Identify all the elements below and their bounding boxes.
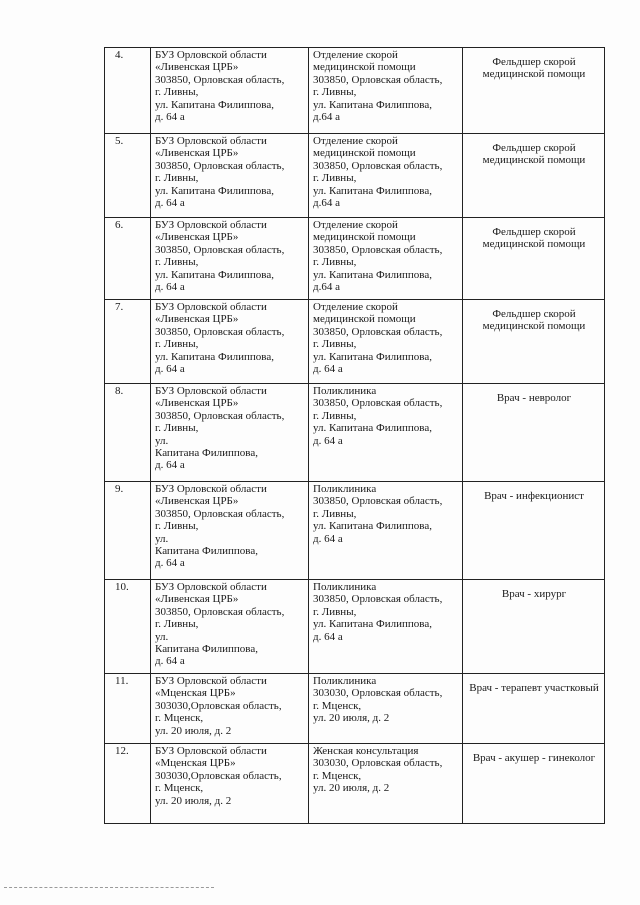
org-cell-line: г. Ливны, [155,422,199,435]
table-row [105,300,605,384]
department-cell [309,744,463,824]
department-cell-line: Отделение скорой [313,49,398,61]
department-cell-line: Отделение скорой [313,301,398,313]
org-cell-line: БУЗ Орловской области [155,301,267,313]
position-cell-line: Врач - невролог [496,392,572,404]
org-cell-line: БУЗ Орловской области [155,49,267,61]
department-cell-line: г. Ливны, [313,86,357,99]
department-cell [309,482,463,580]
row-number: 7. [105,300,151,384]
org-cell-line: г. Ливны, [155,338,199,351]
position-cell-line: Фельдшер скорой [492,226,576,238]
org-cell-line: БУЗ Орловской области [155,745,267,757]
table-row [105,48,605,134]
department-cell-line: д.64 а [313,111,340,124]
org-cell-line: ул. [155,434,169,447]
org-cell-line: г. Ливны, [155,256,199,269]
org-cell-line: г. Ливны, [155,172,199,185]
department-cell-line: Поликлиника [313,385,377,397]
org-cell-line: ул. [155,532,169,545]
org-cell-line: «Ливенская ЦРБ» [155,593,239,606]
row-number: 5. [105,134,151,218]
department-cell-line: Женская консультация [313,745,419,757]
position-cell-line: Врач - акушер - гинеколог [472,752,596,764]
position-cell [463,744,605,824]
org-cell-line: ул. Капитана Филиппова, [155,268,274,281]
org-cell-line: 303850, Орловская область, [155,605,285,618]
position-cell [463,134,605,218]
table-body [105,48,605,824]
position-cell-line: Фельдшер скорой [492,308,576,320]
org-cell-line: г. Ливны, [155,618,199,631]
org-cell-line: 303850, Орловская область, [155,159,285,172]
department-cell-line: медицинской помощи [313,61,416,74]
department-cell-line: ул. Капитана Филиппова, [313,184,432,197]
position-cell-line: медицинской помощи [482,154,586,167]
org-cell-line: д. 64 а [155,655,185,668]
org-cell [151,744,309,824]
department-cell-line: 303030, Орловская область, [313,687,443,700]
department-cell-line: д. 64 а [313,630,343,643]
org-cell-line: 303850, Орловская область, [155,325,285,338]
org-cell-line: д. 64 а [155,459,185,472]
org-cell-line: «Мценская ЦРБ» [155,687,236,700]
position-cell [463,674,605,744]
org-cell-line: 303850, Орловская область, [155,243,285,256]
position-cell-line: Врач - терапевт участковый [469,682,599,694]
org-cell-line: БУЗ Орловской области [155,675,267,687]
position-cell-line: медицинской помощи [482,320,586,333]
department-cell [309,300,463,384]
department-cell-line: ул. Капитана Филиппова, [313,350,432,363]
org-cell-line: 303850, Орловская область, [155,409,285,422]
org-cell-line: БУЗ Орловской области [155,581,267,593]
department-cell-line: Поликлиника [313,675,377,687]
department-cell [309,580,463,674]
org-cell-line: БУЗ Орловской области [155,385,267,397]
department-cell [309,134,463,218]
department-cell-line: 303850, Орловская область, [313,243,443,256]
row-number: 8. [105,384,151,482]
org-cell-line: ул. 20 июля, д. 2 [155,794,232,807]
department-cell-line: 303850, Орловская область, [313,159,443,172]
org-cell-line: «Ливенская ЦРБ» [155,231,239,244]
position-cell [463,482,605,580]
org-cell-line: «Ливенская ЦРБ» [155,397,239,410]
department-cell-line: медицинской помощи [313,313,416,326]
department-cell-line: Поликлиника [313,581,377,593]
row-number: 10. [105,580,151,674]
department-cell-line: ул. Капитана Филиппова, [313,618,432,631]
org-cell-line: Капитана Филиппова, [155,447,258,460]
org-cell-line: «Мценская ЦРБ» [155,757,236,770]
department-cell-line: г. Ливны, [313,507,357,520]
org-cell-line: д. 64 а [155,281,185,294]
position-cell [463,48,605,134]
institutions-table [104,47,605,824]
position-cell-line: медицинской помощи [482,68,586,81]
table-row [105,134,605,218]
row-number: 11. [105,674,151,744]
org-cell-line: ул. Капитана Филиппова, [155,184,274,197]
position-cell-line: Врач - хирург [501,588,567,600]
org-cell [151,482,309,580]
department-cell [309,218,463,300]
department-cell-line: 303850, Орловская область, [313,593,443,606]
department-cell-line: 303850, Орловская область, [313,397,443,410]
row-number: 6. [105,218,151,300]
department-cell [309,674,463,744]
department-cell-line: медицинской помощи [313,147,416,160]
org-cell-line: 303850, Орловская область, [155,73,285,86]
org-cell-line: д. 64 а [155,111,185,124]
org-cell-line: д. 64 а [155,363,185,376]
org-cell-line: 303030,Орловская область, [155,699,282,712]
org-cell-line: г. Мценск, [155,712,204,725]
department-cell-line: г. Ливны, [313,605,357,618]
org-cell-line: «Ливенская ЦРБ» [155,147,239,160]
row-number: 4. [105,48,151,134]
department-cell-line: д. 64 а [313,532,343,545]
org-cell [151,300,309,384]
department-cell-line: Отделение скорой [313,219,398,231]
table-row [105,744,605,824]
org-cell [151,674,309,744]
department-cell-line: д. 64 а [313,363,343,376]
position-cell-line: Врач - инфекционист [484,490,584,502]
department-cell-line: ул. Капитана Филиппова, [313,98,432,111]
department-cell-line: ул. Капитана Филиппова, [313,520,432,533]
department-cell-line: г. Ливны, [313,338,357,351]
department-cell-line: медицинской помощи [313,231,416,244]
table-row [105,218,605,300]
department-cell-line: г. Ливны, [313,409,357,422]
position-cell [463,580,605,674]
department-cell-line: д.64 а [313,281,340,294]
org-cell-line: 303030,Орловская область, [155,769,282,782]
department-cell-line: д. 64 а [313,434,343,447]
org-cell-line: «Ливенская ЦРБ» [155,313,239,326]
department-cell [309,48,463,134]
org-cell-line: ул. Капитана Филиппова, [155,98,274,111]
org-cell-line: г. Мценск, [155,782,204,795]
department-cell-line: ул. Капитана Филиппова, [313,268,432,281]
org-cell-line: д. 64 а [155,557,185,570]
department-cell-line: ул. 20 июля, д. 2 [313,712,390,725]
org-cell-line: БУЗ Орловской области [155,135,267,147]
org-cell-line: «Ливенская ЦРБ» [155,495,239,508]
org-cell-line: БУЗ Орловской области [155,219,267,231]
department-cell-line: 303850, Орловская область, [313,495,443,508]
department-cell-line: ул. 20 июля, д. 2 [313,782,390,795]
position-cell [463,218,605,300]
position-cell-line: Фельдшер скорой [492,56,576,68]
department-cell-line: 303850, Орловская область, [313,73,443,86]
position-cell [463,300,605,384]
position-cell [463,384,605,482]
table-row [105,674,605,744]
org-cell [151,218,309,300]
department-cell-line: Поликлиника [313,483,377,495]
org-cell-line: г. Ливны, [155,86,199,99]
org-cell [151,134,309,218]
position-cell-line: Фельдшер скорой [492,142,576,154]
department-cell-line: г. Мценск, [313,769,362,782]
org-cell-line: «Ливенская ЦРБ» [155,61,239,74]
org-cell-line: д. 64 а [155,197,185,210]
department-cell [309,384,463,482]
department-cell-line: д.64 а [313,197,340,210]
org-cell [151,48,309,134]
org-cell-line: ул. [155,630,169,643]
department-cell-line: Отделение скорой [313,135,398,147]
row-number: 9. [105,482,151,580]
row-number: 12. [105,744,151,824]
table-row [105,580,605,674]
org-cell-line: г. Ливны, [155,520,199,533]
footnote-separator [4,887,214,888]
department-cell-line: ул. Капитана Филиппова, [313,422,432,435]
org-cell-line: БУЗ Орловской области [155,483,267,495]
org-cell-line: ул. Капитана Филиппова, [155,350,274,363]
department-cell-line: 303030, Орловская область, [313,757,443,770]
department-cell-line: 303850, Орловская область, [313,325,443,338]
table-row [105,384,605,482]
department-cell-line: г. Ливны, [313,256,357,269]
table-row [105,482,605,580]
position-cell-line: медицинской помощи [482,238,586,251]
org-cell [151,384,309,482]
org-cell-line: 303850, Орловская область, [155,507,285,520]
org-cell-line: ул. 20 июля, д. 2 [155,724,232,737]
department-cell-line: г. Мценск, [313,699,362,712]
org-cell [151,580,309,674]
org-cell-line: Капитана Филиппова, [155,643,258,656]
org-cell-line: Капитана Филиппова, [155,545,258,558]
department-cell-line: г. Ливны, [313,172,357,185]
